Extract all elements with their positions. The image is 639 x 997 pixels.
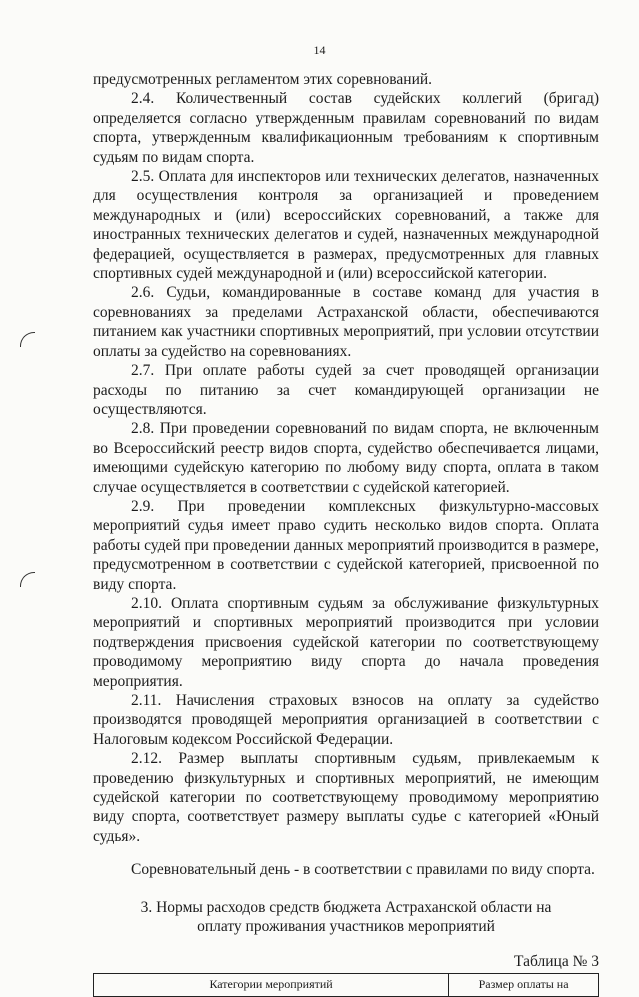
paragraph-2-12: 2.12. Размер выплаты спортивным судьям, привлекаемым к проведению физкультурных и спортивных мероприятий, не имеющим судейской категории по соответствующему проводимому мероприятию виду спорта, соответствует размеру выплаты судье с категорией «Юный судья».: [93, 750, 599, 845]
paragraph-2-9: 2.9. При проведении комплексных физкультурно-массовых мероприятий судья имеет право судить несколько видов спорта. Оплата работы судей при проведении данных мероприятий производится в размере, предусмотренном в соответствии с судейской категорией, присвоенной по виду спорта.: [93, 497, 599, 593]
section-3-heading: 3. Нормы расходов средств бюджета Астраханской области на оплату проживания участников мероприятий: [140, 898, 552, 936]
paragraph-2-6: 2.6. Судьи, командированные в составе команд для участия в соревнованиях за пределами Астраханской области, обеспечиваются питанием как участники спортивных мероприятий, при условии отсутствии оплаты за судейство на соревнованиях.: [93, 284, 599, 360]
table-caption: Таблица № 3: [514, 953, 599, 971]
document-body: [93, 70, 599, 997]
table-header-category: Категории мероприятий: [94, 974, 449, 996]
paragraph-2-4: 2.4. Количественный состав судейских коллегий (бригад) определяется согласно утвержденным правилам соревнований по видам спорта, утвержденным квалификационным требованиям к спортивным судьям по видам спорта.: [93, 90, 599, 166]
paragraph-2-11: 2.11. Начисления страховых взносов на оплату за судейство производятся проводящей мероприятия организацией в соответствии с Налоговым кодексом Российской Федерации.: [93, 692, 599, 748]
table-header-payment: Размер оплаты на: [449, 974, 599, 996]
binder-hole-mark-icon: [20, 332, 35, 347]
paragraph-2-8: 2.8. При проведении соревнований по видам спорта, не включенным во Всероссийский реестр видов спорта, судейство обеспечивается лицами, имеющими судейскую категорию по любому виду спорта, оплата в таком случае осуществляется в соответствии с судейской категорией.: [93, 420, 599, 496]
paragraph-2-7: 2.7. При оплате работы судей за счет проводящей организации расходы по питанию за счет командирующей организации не осуществляются.: [93, 362, 599, 418]
paragraph-competition-day: Соревновательный день - в соответствии с правилами по виду спорта.: [131, 861, 595, 879]
paragraph-2-5: 2.5. Оплата для инспекторов или технических делегатов, назначенных для осуществления контроля за организацией и проведением международных и (или) всероссийских соревнований, а также для иностранных технических делегатов и судей, назначенных международной федерацией, осуществляется в размерах, предусмотренных для главных спортивных судей международной и (или) всероссийской категории.: [93, 168, 599, 283]
paragraph-continuation: предусмотренных регламентом этих соревнований.: [93, 71, 433, 88]
norms-table: [93, 973, 599, 996]
table-header-row: [94, 974, 599, 996]
page-number: 14: [313, 43, 326, 57]
binder-hole-mark-icon: [20, 572, 35, 587]
paragraph-2-10: 2.10. Оплата спортивным судьям за обслуживание физкультурных мероприятий и спортивных мероприятий производится при условии подтверждения присвоения судейской категории по соответствующему проводимому мероприятию виду спорта до начала проведения мероприятия.: [93, 594, 599, 690]
